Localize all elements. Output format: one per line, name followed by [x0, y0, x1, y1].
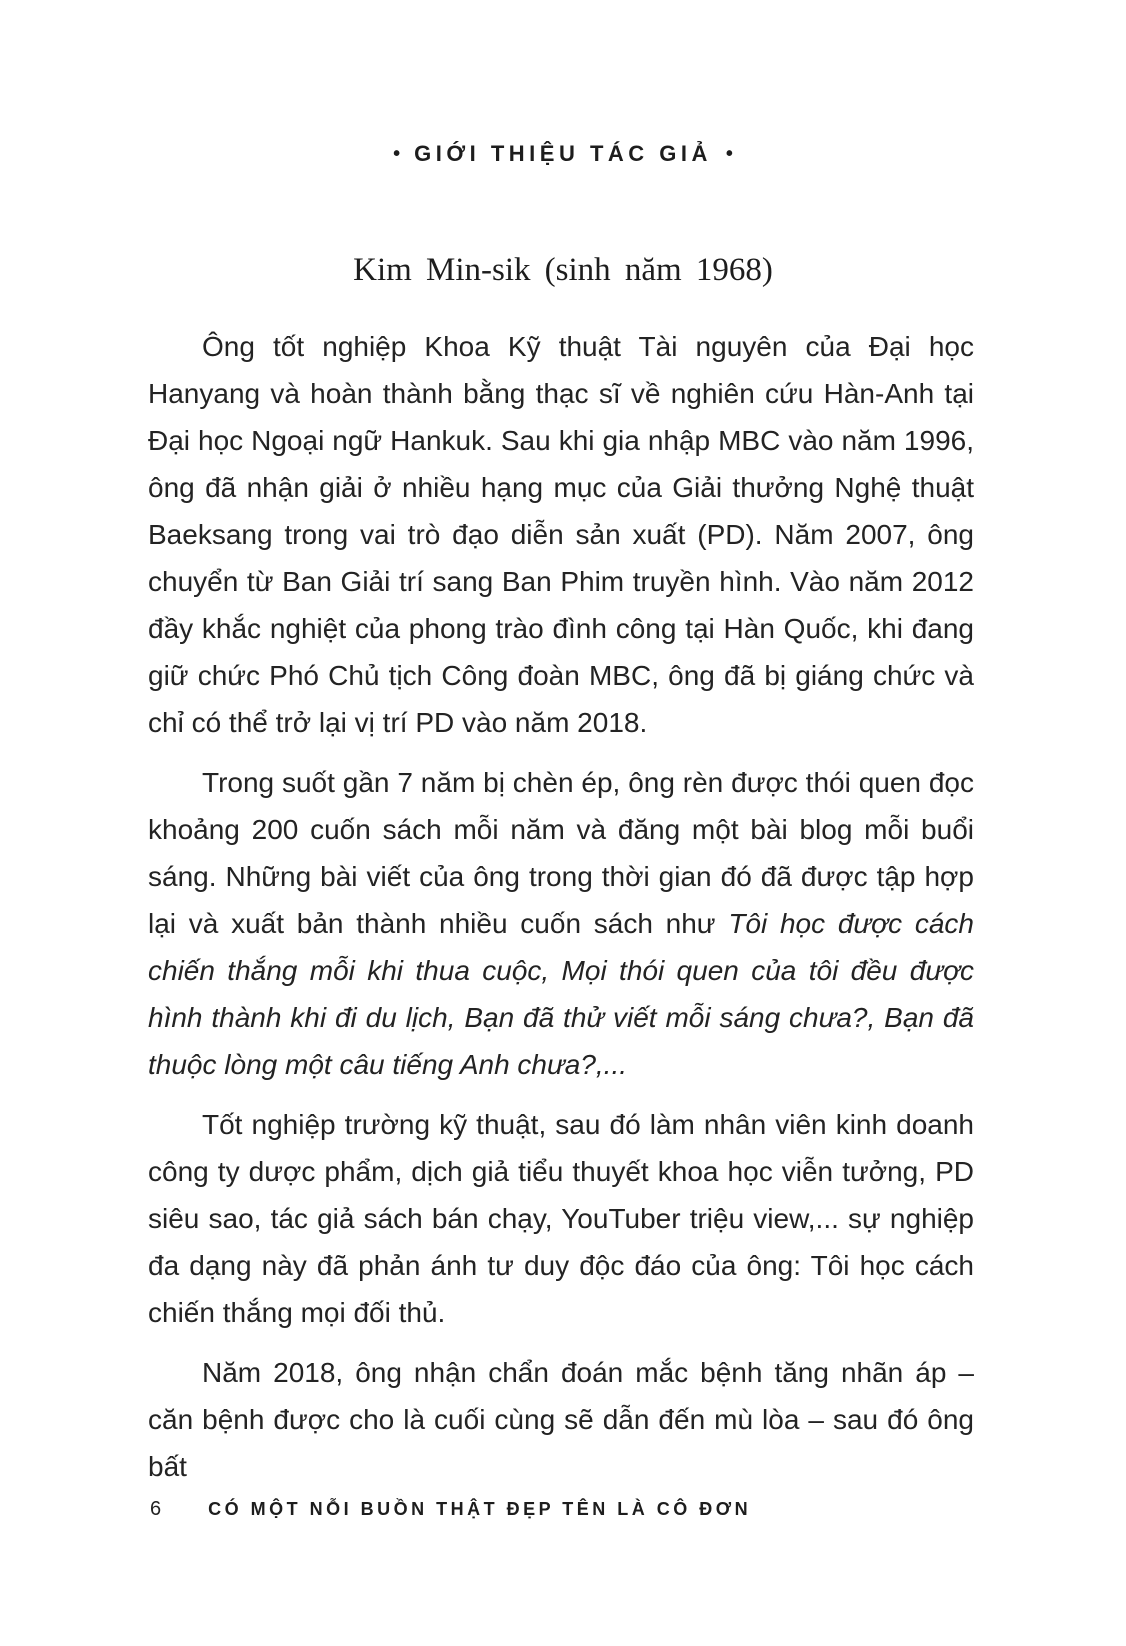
page-footer [150, 1498, 751, 1521]
book-title-italic-run: Tôi học được cách chiến thắng mỗi khi thua cuộc, Mọi thói quen của tôi đều được hình thành khi đi du lịch, Bạn đã thử viết mỗi sáng chưa?, Bạn đã thuộc lòng một câu tiếng Anh chưa? [148, 908, 974, 1080]
text-run: Trong suốt gần 7 năm bị chèn ép, ông rèn được thói quen đọc khoảng 200 cuốn sách mỗi năm và đăng một bài blog mỗi buổi sáng. Những bài viết của ông trong thời gian đó đã được tập hợp lại và xuất bản thành nhiều cuốn sách như [148, 767, 974, 939]
body-paragraph [148, 1101, 974, 1336]
text-run: Năm 2018, ông nhận chẩn đoán mắc bệnh tăng nhãn áp – căn bệnh được cho là cuối cùng sẽ dẫn đến mù lòa – sau đó ông bất [148, 1357, 974, 1482]
book-title-italic-run: ,... [595, 1049, 628, 1080]
body-paragraph [148, 759, 974, 1088]
body-paragraph [148, 323, 974, 746]
text-run: Ông tốt nghiệp Khoa Kỹ thuật Tài nguyên của Đại học Hanyang và hoàn thành bằng thạc sĩ về nghiên cứu Hàn-Anh tại Đại học Ngoại ngữ Hankuk. Sau khi gia nhập MBC vào năm 1996, ông đã nhận giải ở nhiều hạng mục của Giải thưởng Nghệ thuật Baeksang trong vai trò đạo diễn sản xuất (PD). Năm 2007, ông chuyển từ Ban Giải trí sang Ban Phim truyền hình. Vào năm 2012 đầy khắc nghiệt của phong trào đình công tại Hàn Quốc, khi đang giữ chức Phó Chủ tịch Công đoàn MBC, ông đã bị giáng chức và chỉ có thể trở lại vị trí PD vào năm 2018. [148, 331, 974, 738]
running-title: CÓ MỘT NỖI BUỒN THẬT ĐẸP TÊN LÀ CÔ ĐƠN [208, 1499, 752, 1519]
header-bullet-left: • [393, 143, 401, 165]
body-paragraph [148, 1349, 974, 1490]
text-run: Tốt nghiệp trường kỹ thuật, sau đó làm nhân viên kinh doanh công ty dược phẩm, dịch giả tiểu thuyết khoa học viễn tưởng, PD siêu sao, tác giả sách bán chạy, YouTuber triệu view,... sự nghiệp đa dạng này đã phản ánh tư duy độc đáo của ông: Tôi học cách chiến thắng mọi đối thủ. [148, 1109, 974, 1328]
section-header [0, 141, 1126, 167]
page-number: 6 [150, 1498, 162, 1520]
author-byline: Kim Min-sik (sinh năm 1968) [353, 252, 773, 288]
section-header-label: GIỚI THIỆU TÁC GIẢ [414, 141, 712, 166]
body-text [148, 323, 974, 1503]
header-bullet-right: • [725, 143, 733, 165]
